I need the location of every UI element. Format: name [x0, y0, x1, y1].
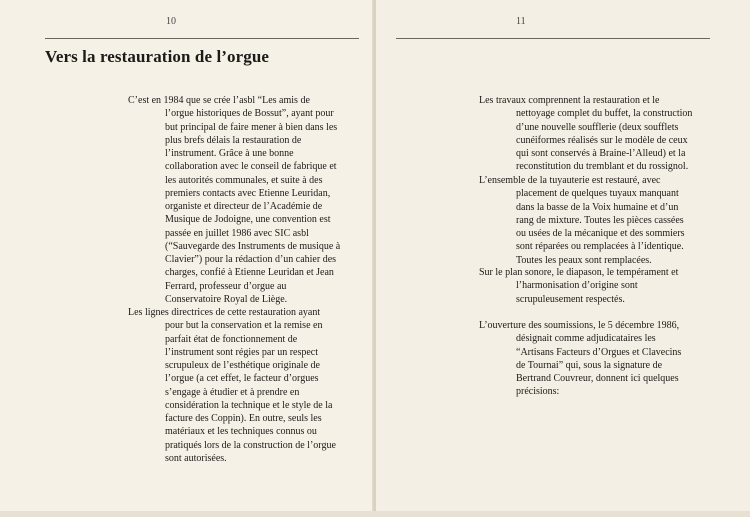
- text-line: Clavier”) pour la rédaction d’un cahier des: [165, 254, 337, 265]
- paragraph: [479, 266, 678, 306]
- text-line: but principal de faire mener à bien dans les: [165, 121, 338, 133]
- text-line: l’orgue historiques de Bossut”, ayant pour: [165, 108, 334, 120]
- text-line: l’harmonisation d’origine sont: [516, 280, 638, 292]
- text-line: Musique de Jodoigne, une convention est: [165, 214, 331, 226]
- text-line: Les lignes directrices de cette restauration ayant: [128, 307, 321, 318]
- text-line: les autorités communales, et suite à des: [165, 174, 323, 186]
- text-line: scrupuleux de l’esthétique originale de: [165, 360, 320, 371]
- text-line: Les travaux comprennent la restauration et le: [479, 95, 660, 106]
- text-line: L’ouverture des soumissions, le 5 décembre 1986,: [479, 320, 680, 331]
- text-line: Ferrard, professeur d’orgue au: [165, 280, 287, 292]
- text-line: Bertrand Couvreur, donnent ici quelques: [516, 373, 679, 384]
- text-line: premiers contacts avec Etienne Leuridan,: [165, 187, 331, 199]
- text-line: pour but la conservation et la remise en: [165, 320, 323, 332]
- text-line: reconstitution du tremblant et du rossignol.: [516, 161, 689, 173]
- text-line: (“Sauvegarde des Instruments de musique à: [165, 240, 341, 252]
- text-line: précisions:: [516, 386, 560, 398]
- text-line: d’une nouvelle soufflerie (deux soufflets: [516, 121, 679, 133]
- text-line: de Tournai” qui, sous la signature de: [516, 359, 663, 371]
- text-line: l’instrument. Grâce à une bonne: [165, 148, 294, 159]
- text-line: s’engage à étudier et à prendre en: [165, 386, 300, 398]
- text-line: passée en juillet 1986 avec SIC asbl: [165, 227, 309, 239]
- text-line: “Artisans Facteurs d’Orgues et Clavecins: [516, 346, 682, 358]
- text-line: collaboration avec le conseil de fabrique et: [165, 161, 337, 173]
- text-line: sont réparées ou remplacées à l’identique.: [516, 241, 684, 253]
- text-line: pratiqués lors de la construction de l’orgue: [165, 439, 336, 451]
- chapter-title: Vers la restauration de l’orgue: [45, 47, 270, 66]
- paragraph: [479, 94, 692, 174]
- text-line: sont autorisées.: [165, 452, 227, 464]
- text-line: désignait comme adjudicataires les: [516, 333, 656, 345]
- text-line: l’instrument sont régies par un respect: [165, 346, 319, 358]
- paragraph: [479, 174, 685, 267]
- text-line: rang de mixture. Toutes les pièces cassées: [516, 214, 684, 226]
- paragraph: [128, 306, 336, 465]
- text-line: qui sont conservés à Braine-l’Alleud) et la: [516, 148, 686, 159]
- text-line: placement de quelques tuyaux manquant: [516, 188, 679, 200]
- text-line: l’orgue (a cet effet, le facteur d’orgues: [165, 373, 319, 385]
- text-line: dans la basse de la Voix humaine et d’un: [516, 201, 679, 213]
- paragraph: [479, 319, 681, 399]
- right-page: [376, 0, 750, 517]
- text-line: organiste et directeur de l’Académie de: [165, 201, 323, 212]
- text-line: plus brefs délais la restauration de: [165, 134, 302, 146]
- text-line: considération la technique et le style de la: [165, 399, 333, 411]
- text-line: Sur le plan sonore, le diapason, le tempérament et: [479, 267, 679, 278]
- paragraph: [128, 94, 340, 306]
- text-line: Toutes les peaux sont remplacées.: [516, 254, 652, 266]
- text-line: nettoyage complet du buffet, la construction: [516, 108, 693, 120]
- left-page: [0, 0, 374, 517]
- text-line: cunéiformes réalisés sur le modèle de ceux: [516, 134, 688, 146]
- text-line: C’est en 1984 que se crée l’asbl “Les amis de: [128, 95, 310, 106]
- text-line: facture des Coppin). En outre, seuls les: [165, 413, 322, 424]
- text-line: L’ensemble de la tuyauterie est restauré, avec: [479, 175, 661, 186]
- header-rule: [396, 38, 710, 39]
- text-line: ou usées de la mécanique et des sommiers: [516, 228, 685, 239]
- text-line: scrupuleusement respectés.: [516, 293, 625, 305]
- page-number: 11: [516, 16, 526, 27]
- text-line: parfait état de fonctionnement de: [165, 333, 298, 345]
- page-bottom-edge: [0, 511, 750, 517]
- text-line: Conservatoire Royal de Liège.: [165, 293, 288, 305]
- text-line: charges, confié à Etienne Leuridan et Jean: [165, 267, 334, 279]
- page-number: 10: [166, 16, 176, 27]
- text-line: matériaux et les techniques connus ou: [165, 426, 317, 438]
- header-rule: [45, 38, 359, 39]
